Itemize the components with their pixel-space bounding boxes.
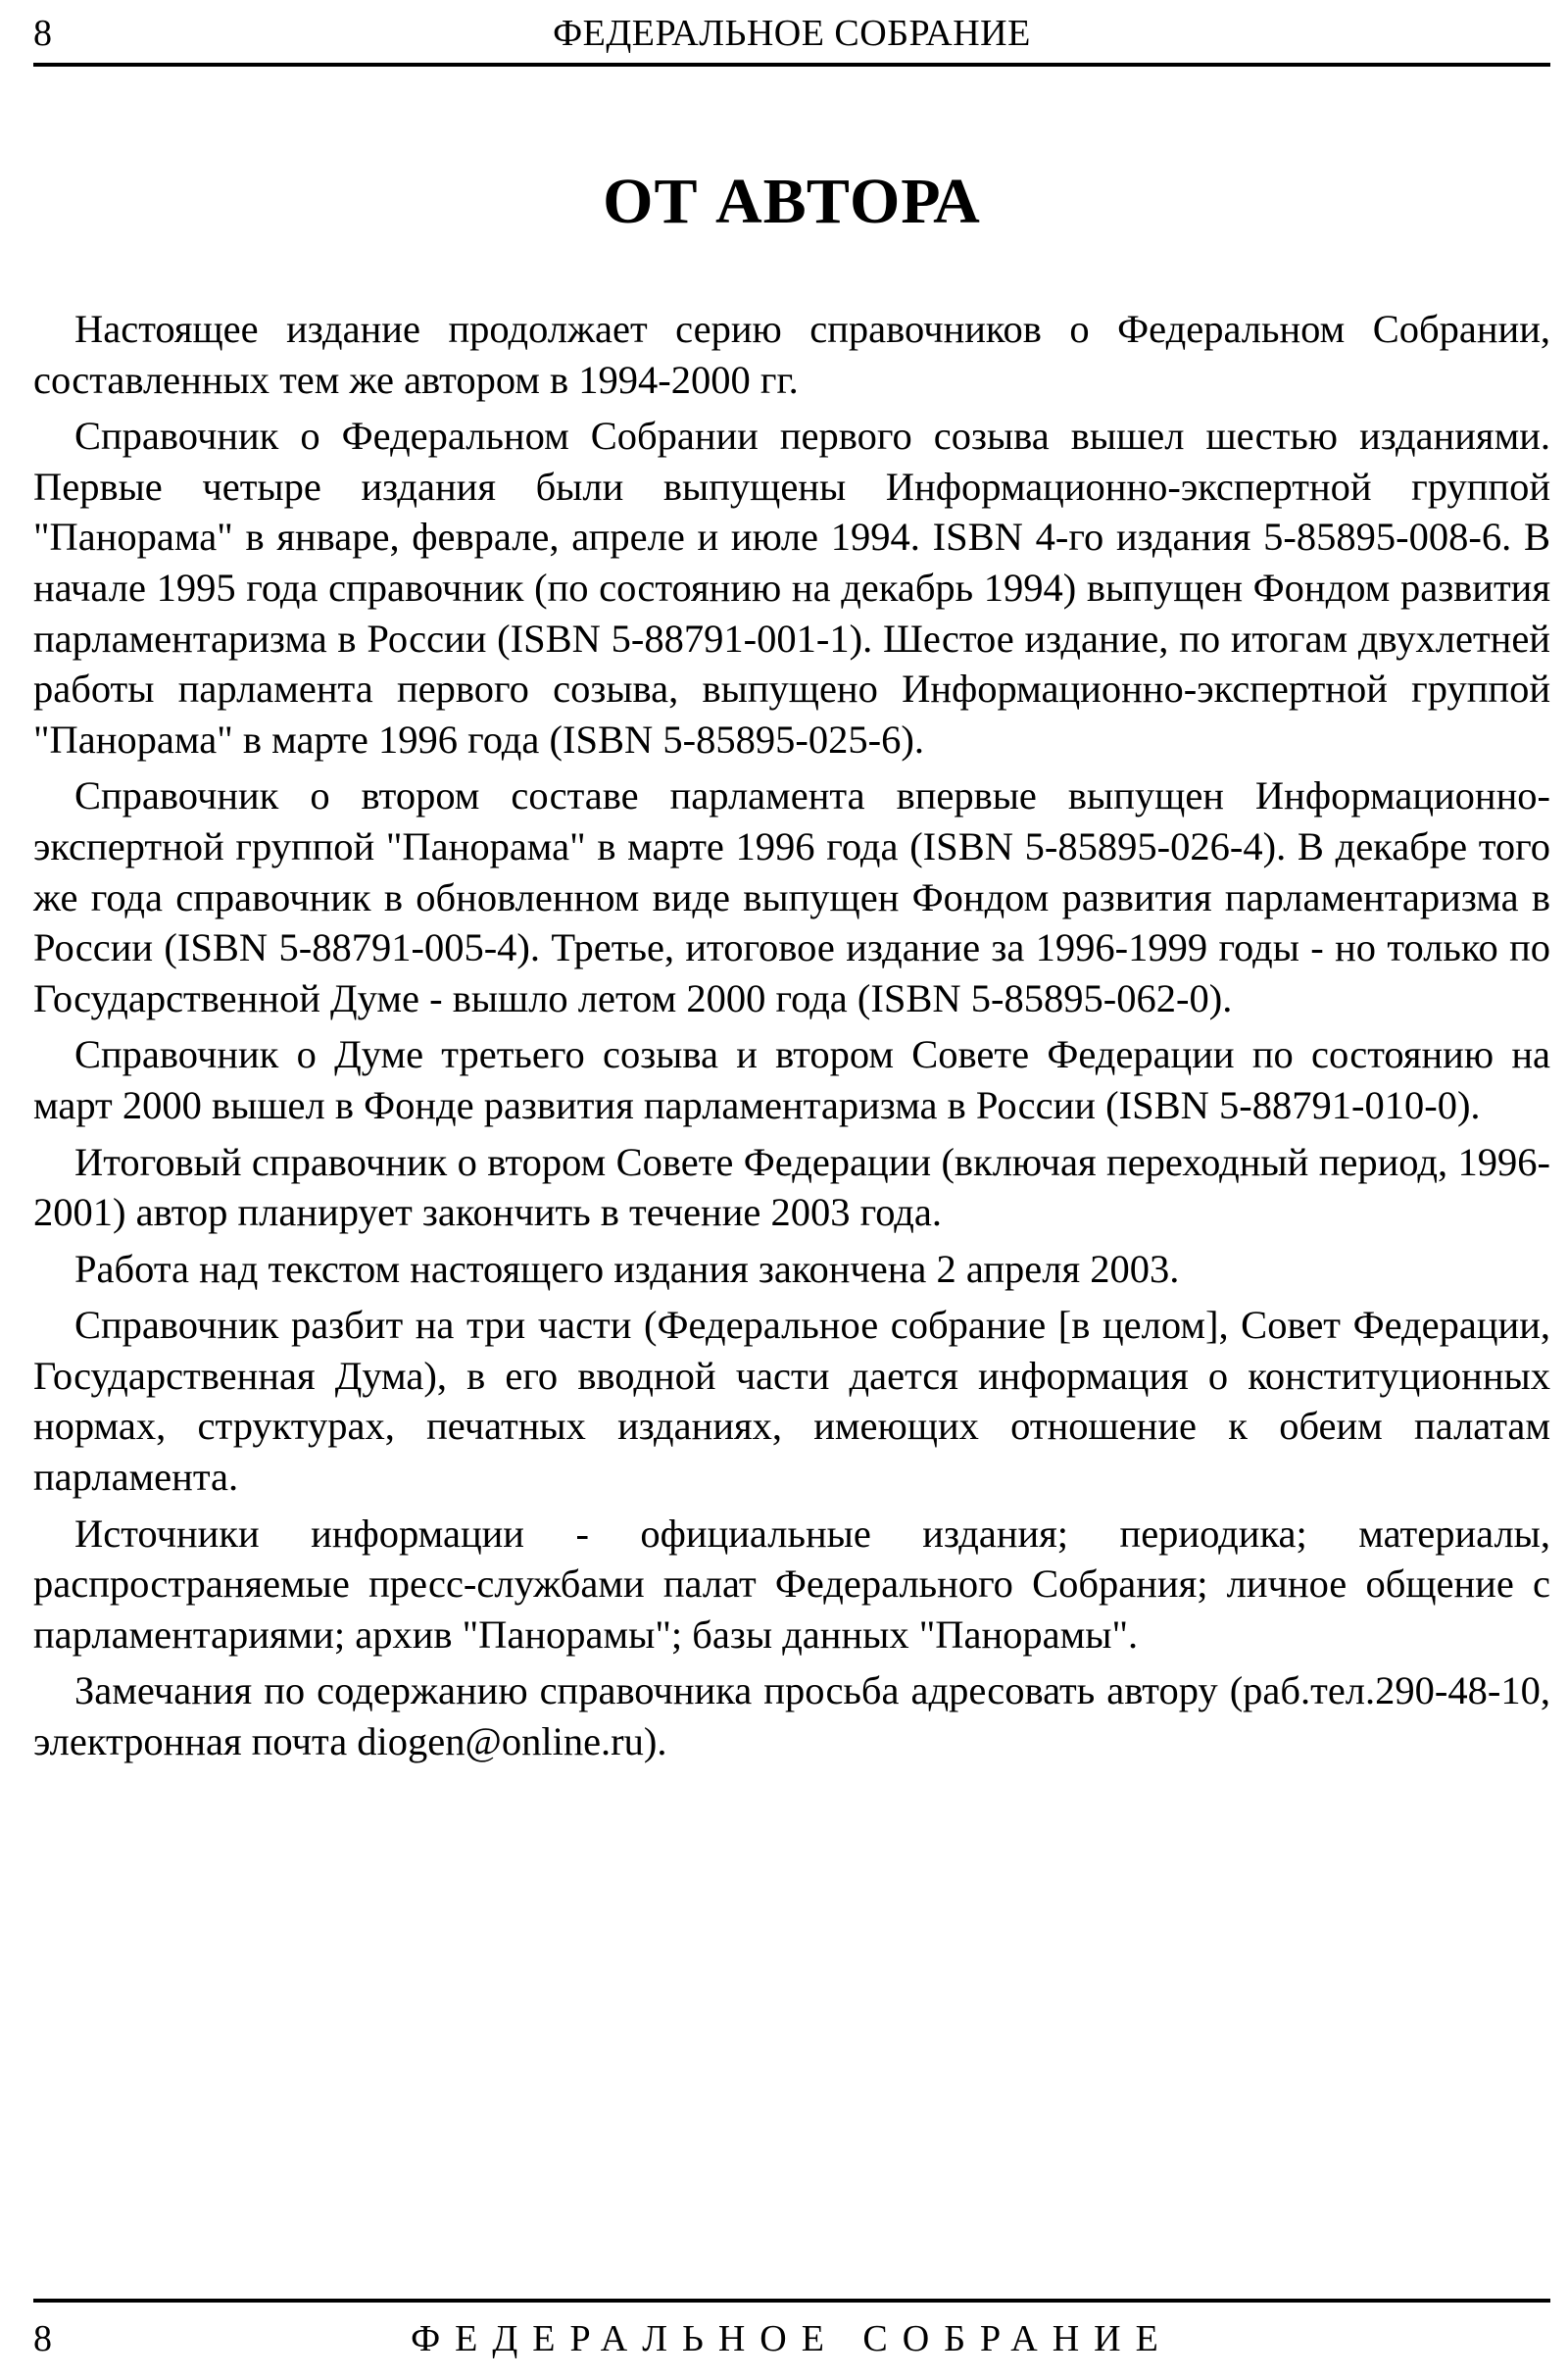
paragraph: Итоговый справочник о втором Совете Федерации (включая переходный период, 1996-2001) автор планирует закончить в течение 2003 года. bbox=[33, 1139, 1550, 1235]
paragraph: Источники информации - официальные издания; периодика; материалы, распространяемые пресс-службами палат Федерального Собрания; личное общение с парламентариями; архив "Панорамы"; базы данных "Панорамы". bbox=[33, 1511, 1550, 1657]
footer-page-number: 8 bbox=[33, 2318, 52, 2359]
footer-running-title: ФЕДЕРАЛЬНОЕ СОБРАНИЕ bbox=[411, 2318, 1173, 2359]
paragraph: Работа над текстом настоящего издания закончена 2 апреля 2003. bbox=[74, 1246, 1180, 1291]
running-footer bbox=[33, 2313, 1550, 2364]
header-rule bbox=[33, 63, 1550, 67]
header-page-number: 8 bbox=[33, 13, 52, 54]
paragraph: Настоящее издание продолжает серию справочников о Федеральном Собрании, составленных тем же автором в 1994-2000 гг. bbox=[33, 307, 1550, 402]
footer-rule bbox=[33, 2299, 1550, 2303]
paragraph: Справочник о Федеральном Собрании первого созыва вышел шестью изданиями. Первые четыре издания были выпущены Информационно-экспертной группой "Панорама" в январе, феврале, апреле и июле 1994. ISBN 4-го издания 5-85895-008-6. В начале 1995 года справочник (по состоянию на декабрь 1994) выпущен Фондом развития парламентаризма в России (ISBN 5-88791-001-1). Шестое издание, по итогам двухлетней работы парламента первого созыва, выпущено Информационно-экспертной группой "Панорама" в марте 1996 года (ISBN 5-85895-025-6). bbox=[33, 414, 1550, 762]
section-heading: ОТ АВТОРА bbox=[603, 166, 981, 238]
header-running-title: ФЕДЕРАЛЬНОЕ СОБРАНИЕ bbox=[553, 13, 1031, 54]
paragraph: Справочник разбит на три части (Федеральное собрание [в целом], Совет Федерации, Государственная Дума), в его вводной части дается информация о конституционных нормах, структурах, печатных изданиях, имеющих отношение к обеим палатам парламента. bbox=[33, 1303, 1550, 1500]
body-text bbox=[33, 304, 1550, 1773]
running-header bbox=[33, 8, 1550, 59]
paragraph: Замечания по содержанию справочника просьба адресовать автору (раб.тел.290-48-10, электронная почта diogen@online.ru). bbox=[33, 1668, 1550, 1764]
paragraph: Справочник о втором составе парламента впервые выпущен Информационно-экспертной группой "Панорама" в марте 1996 года (ISBN 5-85895-026-4). В декабре того же года справочник в обновленном виде выпущен Фондом развития парламентаризма в России (ISBN 5-88791-005-4). Третье, итоговое издание за 1996-1999 годы - но только по Государственной Думе - вышло летом 2000 года (ISBN 5-85895-062-0). bbox=[33, 773, 1550, 1020]
document-page bbox=[33, 0, 1550, 2379]
paragraph: Справочник о Думе третьего созыва и втором Совете Федерации по состоянию на март 2000 вышел в Фонде развития парламентаризма в России (ISBN 5-88791-010-0). bbox=[33, 1032, 1550, 1127]
